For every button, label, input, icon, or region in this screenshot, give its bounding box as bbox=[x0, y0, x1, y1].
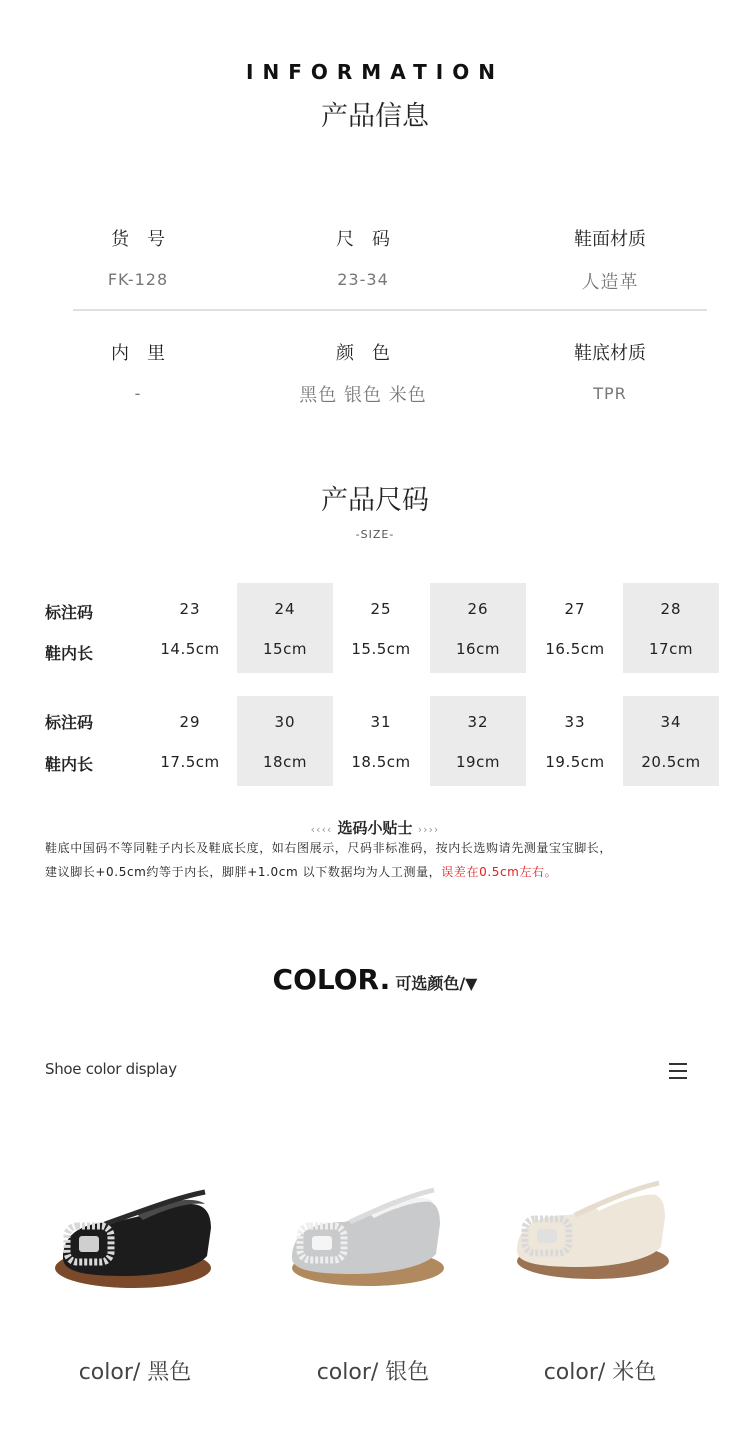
product-info-title: 产品信息 bbox=[321, 101, 429, 132]
length-value: 19cm bbox=[456, 753, 500, 771]
size-row-label: 标注码 bbox=[45, 603, 94, 622]
spec-value-lining: - bbox=[134, 384, 142, 403]
length-value: 18.5cm bbox=[351, 753, 411, 771]
size-section-subtitle: -SIZE- bbox=[355, 528, 395, 541]
spec-label-lining: 内 里 bbox=[111, 343, 165, 364]
size-value: 23 bbox=[179, 600, 201, 618]
color-title-en: COLOR. bbox=[272, 963, 391, 996]
spec-label-upper-material: 鞋面材质 bbox=[574, 229, 646, 250]
silver-shoe-image bbox=[280, 1170, 460, 1310]
length-value: 14.5cm bbox=[160, 640, 220, 658]
length-value: 19.5cm bbox=[545, 753, 605, 771]
length-value: 15cm bbox=[263, 640, 307, 658]
left-arrows-icon: ‹‹‹‹ bbox=[310, 823, 333, 836]
length-value: 15.5cm bbox=[351, 640, 411, 658]
size-value: 28 bbox=[660, 600, 682, 618]
spec-value-item-number: FK-128 bbox=[107, 270, 169, 289]
size-row-label: 标注码 bbox=[45, 713, 94, 732]
size-value: 24 bbox=[274, 600, 296, 618]
tips-warning-text: 误差在0.5cm左右。 bbox=[441, 865, 558, 879]
size-cell bbox=[142, 696, 238, 786]
beige-shoe-image bbox=[505, 1165, 685, 1305]
length-value: 17.5cm bbox=[160, 753, 220, 771]
length-value: 16cm bbox=[456, 640, 500, 658]
tips-line-2 bbox=[45, 863, 557, 880]
hamburger-menu-icon[interactable] bbox=[669, 1063, 687, 1081]
size-value: 34 bbox=[660, 713, 682, 731]
spec-label-color: 颜 色 bbox=[336, 343, 390, 364]
length-value: 20.5cm bbox=[641, 753, 701, 771]
silver-color-caption: color/ 银色 bbox=[316, 1360, 430, 1385]
size-tips-title-text: 选码小贴士 bbox=[337, 819, 413, 837]
spec-value-size: 23-34 bbox=[337, 270, 389, 289]
right-arrows-icon: ›››› bbox=[417, 823, 440, 836]
size-cell bbox=[142, 583, 238, 673]
size-value: 31 bbox=[370, 713, 392, 731]
spec-value-sole-material: TPR bbox=[593, 384, 627, 403]
size-tips-title bbox=[0, 817, 750, 838]
shoe-color-display-label: Shoe color display bbox=[45, 1060, 177, 1078]
buckle-center bbox=[537, 1229, 557, 1243]
length-row-label: 鞋内长 bbox=[45, 644, 94, 663]
buckle-center bbox=[79, 1236, 99, 1252]
spec-label-size: 尺 码 bbox=[336, 229, 390, 250]
size-cell bbox=[430, 583, 526, 673]
size-section-title: 产品尺码 bbox=[321, 485, 429, 516]
length-row-label: 鞋内长 bbox=[45, 755, 94, 774]
black-shoe-image bbox=[45, 1170, 225, 1310]
length-value: 16.5cm bbox=[545, 640, 605, 658]
black-color-caption: color/ 黑色 bbox=[78, 1360, 192, 1385]
size-cell bbox=[623, 696, 719, 786]
size-cell bbox=[237, 583, 333, 673]
spec-value-color: 黑色 银色 米色 bbox=[299, 385, 427, 406]
spec-label-sole-material: 鞋底材质 bbox=[574, 343, 646, 364]
tips-line-1: 鞋底中国码不等同鞋子内长及鞋底长度，如右图展示，尺码非标准码，按内长选购请先测量宝宝脚长， bbox=[45, 841, 613, 855]
spec-divider bbox=[73, 309, 707, 311]
length-value: 18cm bbox=[263, 753, 307, 771]
spec-value-upper-material: 人造革 bbox=[581, 272, 639, 293]
color-section-title bbox=[0, 963, 750, 996]
size-value: 33 bbox=[564, 713, 586, 731]
size-value: 27 bbox=[564, 600, 586, 618]
size-value: 25 bbox=[370, 600, 392, 618]
color-title-cn: 可选颜色/▼ bbox=[395, 974, 478, 993]
size-cell bbox=[333, 696, 429, 786]
length-value: 17cm bbox=[649, 640, 693, 658]
buckle-center bbox=[312, 1236, 332, 1250]
size-cell bbox=[527, 583, 623, 673]
size-cell bbox=[237, 696, 333, 786]
size-cell bbox=[527, 696, 623, 786]
information-title: INFORMATION bbox=[246, 60, 504, 84]
beige-color-caption: color/ 米色 bbox=[543, 1360, 657, 1385]
size-value: 30 bbox=[274, 713, 296, 731]
size-cell bbox=[333, 583, 429, 673]
size-cell bbox=[623, 583, 719, 673]
size-cell bbox=[430, 696, 526, 786]
size-value: 32 bbox=[467, 713, 489, 731]
spec-label-item-number: 货 号 bbox=[111, 229, 165, 250]
size-value: 26 bbox=[467, 600, 489, 618]
tips-line-2-text: 建议脚长+0.5cm约等于内长，脚胖+1.0cm 以下数据均为人工测量， bbox=[45, 865, 442, 879]
size-value: 29 bbox=[179, 713, 201, 731]
